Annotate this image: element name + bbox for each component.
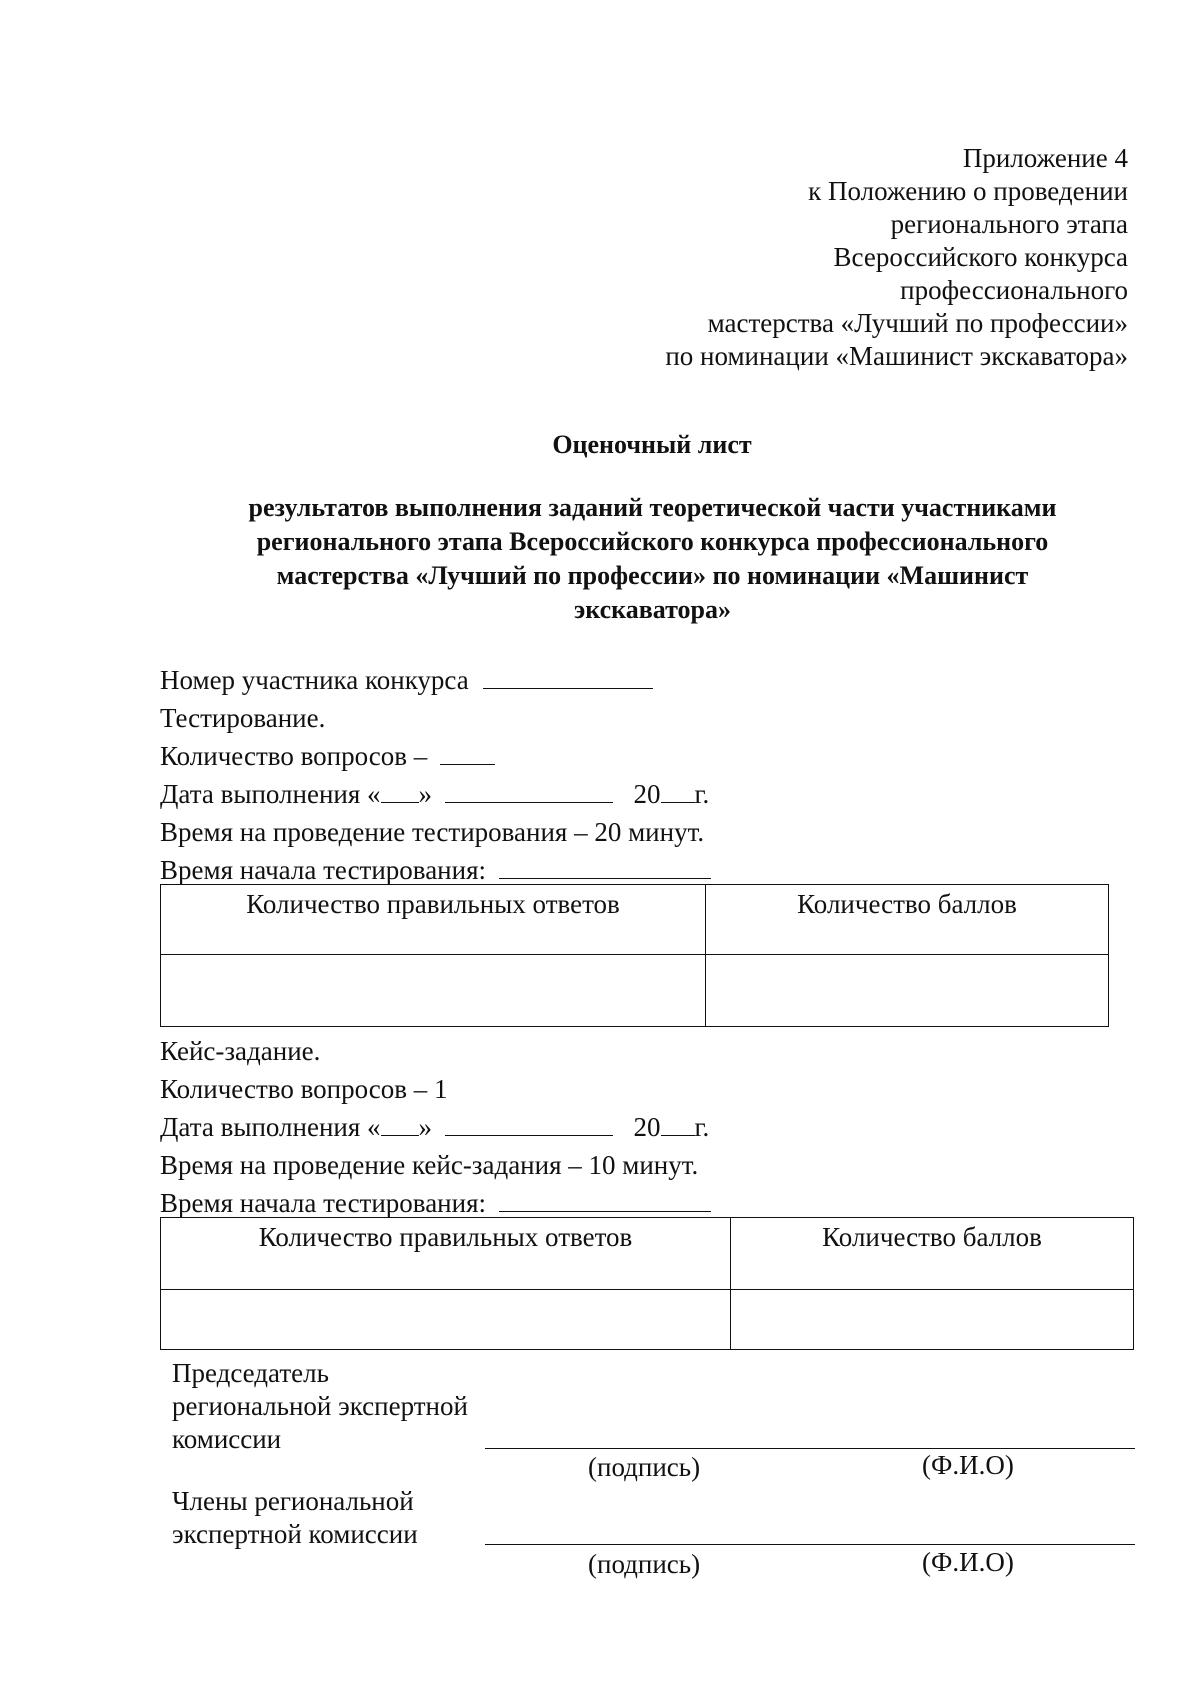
case-col-correct-answers: Количество правильных ответов — [161, 1218, 731, 1290]
testing-correct-answers-cell[interactable] — [161, 955, 706, 1027]
chairman-label-line: региональной экспертной — [172, 1391, 468, 1421]
testing-start-row — [160, 855, 711, 886]
testing-duration: Время на проведение тестирования – 20 минут. — [160, 817, 705, 847]
testing-year-suffix: г. — [694, 779, 710, 809]
case-questions: Количество вопросов – 1 — [160, 1074, 448, 1104]
testing-start-blank[interactable] — [499, 858, 711, 879]
testing-year-blank[interactable] — [661, 782, 695, 803]
case-points-cell[interactable] — [731, 1290, 1134, 1350]
appendix-line: по номинации «Машинист экскаватора» — [665, 341, 1128, 371]
testing-col-points: Количество баллов — [706, 885, 1109, 955]
members-label-line: Члены региональной — [172, 1486, 414, 1516]
case-year-blank[interactable] — [661, 1115, 695, 1136]
chairman-label — [172, 1357, 468, 1456]
testing-questions-row — [160, 741, 495, 772]
case-heading: Кейс-задание. — [160, 1036, 321, 1066]
participant-number-blank[interactable] — [483, 668, 653, 689]
testing-score-table — [160, 884, 1109, 1027]
case-date-quote: » — [418, 1112, 433, 1142]
testing-date-label: Дата выполнения « — [160, 779, 381, 809]
members-label-line: экспертной комиссии — [172, 1519, 418, 1549]
members-signature-line[interactable] — [485, 1544, 1135, 1545]
testing-questions-blank[interactable] — [440, 744, 495, 765]
chairman-fio-caption: (Ф.И.О) — [922, 1450, 1014, 1480]
case-start-label: Время начала тестирования: — [160, 1188, 486, 1218]
appendix-line: профессионального — [900, 275, 1128, 305]
testing-date-row — [160, 779, 709, 810]
case-correct-answers-cell[interactable] — [161, 1290, 731, 1350]
testing-month-blank[interactable] — [445, 782, 613, 803]
testing-date-quote: » — [418, 779, 433, 809]
subtitle-line: мастерства «Лучший по профессии» по номинации «Машинист — [276, 561, 1029, 590]
members-fio-caption: (Ф.И.О) — [922, 1547, 1014, 1577]
appendix-line: регионального этапа — [890, 209, 1128, 239]
chairman-label-line: Председатель — [172, 1358, 329, 1388]
case-duration: Время на проведение кейс-задания – 10 минут. — [160, 1150, 699, 1180]
subtitle-line: экскаватора» — [574, 595, 731, 624]
participant-number-label: Номер участника конкурса — [160, 665, 469, 695]
case-year-suffix: г. — [694, 1112, 710, 1142]
case-day-blank[interactable] — [381, 1115, 419, 1136]
case-month-blank[interactable] — [445, 1115, 613, 1136]
appendix-line: Приложение 4 — [962, 143, 1128, 173]
participant-number-row — [160, 665, 653, 696]
appendix-line: мастерства «Лучший по профессии» — [707, 308, 1128, 338]
case-score-table — [160, 1217, 1134, 1350]
subtitle-line: результатов выполнения заданий теоретической части участниками — [248, 493, 1057, 522]
appendix-line: Всероссийского конкурса — [833, 242, 1128, 272]
members-signature-caption: (подпись) — [588, 1549, 701, 1579]
case-year-prefix: 20 — [633, 1112, 661, 1142]
testing-day-blank[interactable] — [381, 782, 419, 803]
appendix-header — [665, 142, 1128, 373]
document-subtitle — [180, 491, 1125, 627]
chairman-signature-line[interactable] — [485, 1448, 1135, 1449]
testing-year-prefix: 20 — [633, 779, 661, 809]
testing-questions-label: Количество вопросов – — [160, 741, 428, 771]
subtitle-line: регионального этапа Всероссийского конкурса профессионального — [256, 527, 1049, 556]
testing-col-correct-answers: Количество правильных ответов — [161, 885, 706, 955]
testing-start-label: Время начала тестирования: — [160, 855, 486, 885]
members-label — [172, 1485, 418, 1551]
chairman-label-line: комиссии — [172, 1424, 282, 1454]
case-col-points: Количество баллов — [731, 1218, 1134, 1290]
testing-heading: Тестирование. — [160, 703, 326, 733]
appendix-line: к Положению о проведении — [808, 176, 1128, 206]
case-date-label: Дата выполнения « — [160, 1112, 381, 1142]
case-start-row — [160, 1188, 711, 1219]
chairman-signature-caption: (подпись) — [588, 1452, 701, 1482]
case-start-blank[interactable] — [499, 1191, 711, 1212]
document-title: Оценочный лист — [552, 430, 752, 459]
testing-points-cell[interactable] — [706, 955, 1109, 1027]
case-date-row — [160, 1112, 709, 1143]
